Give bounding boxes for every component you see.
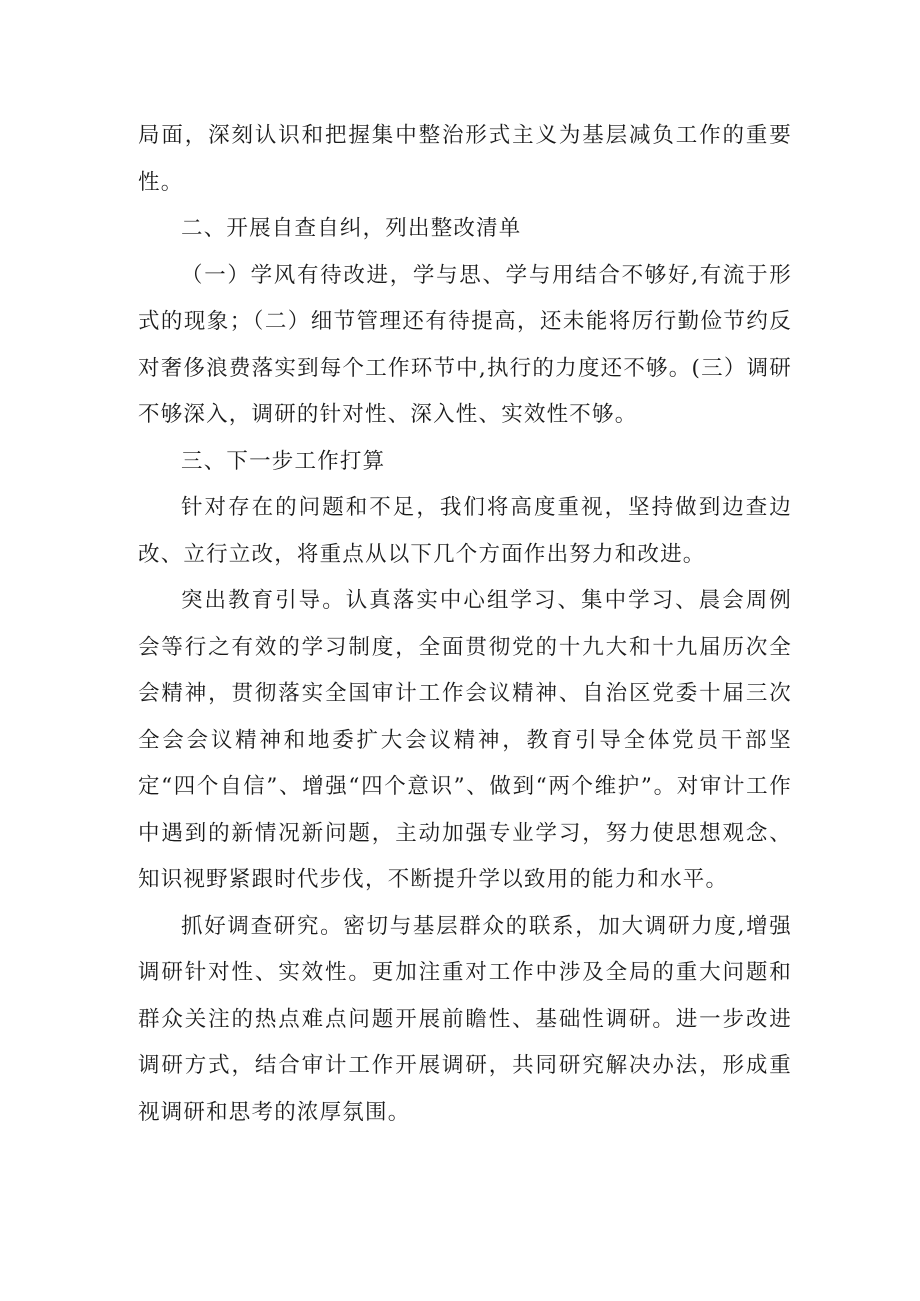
paragraph-education-guidance: 突出教育引导。认真落实中心组学习、集中学习、晨会周例会等行之有效的学习制度，全面贯彻党的十九大和十九届历次全会精神，贯彻落实全国审计工作会议精神、自治区党委十届三次全会会议精神和地委扩大会议精神，教育引导全体党员干部坚定“四个自信”、增强“四个意识”、做到“两个维护”。对审计工作中遇到的新情况新问题，主动加强专业学习，努力使思想观念、知识视野紧跟时代步伐，不断提升学以致用的能力和水平。 bbox=[138, 588, 792, 892]
section-heading-next-steps: 三、下一步工作打算 bbox=[181, 448, 386, 474]
paragraph-problem-list: （一）学风有待改进，学与思、学与用结合不够好,有流于形式的现象；（二）细节管理还有待提高，还未能将厉行勤俭节约反对奢侈浪费落实到每个工作环节中,执行的力度还不够。(三）调研不够深入，调研的针对性、深入性、实效性不够。 bbox=[138, 262, 792, 427]
paragraph-intro-continuation: 局面，深刻认识和把握集中整治形式主义为基层减负工作的重要性。 bbox=[138, 123, 792, 195]
paragraph-investigation-research: 抓好调查研究。密切与基层群众的联系，加大调研力度,增强调研针对性、实效性。更加注重对工作中涉及全局的重大问题和群众关注的热点难点问题开展前瞻性、基础性调研。进一步改进调研方式，结合审计工作开展调研，共同研究解决办法，形成重视调研和思考的浓厚氛围。 bbox=[138, 913, 792, 1125]
paragraph-next-steps-intro: 针对存在的问题和不足，我们将高度重视，坚持做到边查边改、立行立改，将重点从以下几个方面作出努力和改进。 bbox=[138, 495, 792, 567]
section-heading-self-inspection: 二、开展自查自纠，列出整改清单 bbox=[181, 216, 522, 241]
document-body bbox=[138, 113, 792, 1136]
